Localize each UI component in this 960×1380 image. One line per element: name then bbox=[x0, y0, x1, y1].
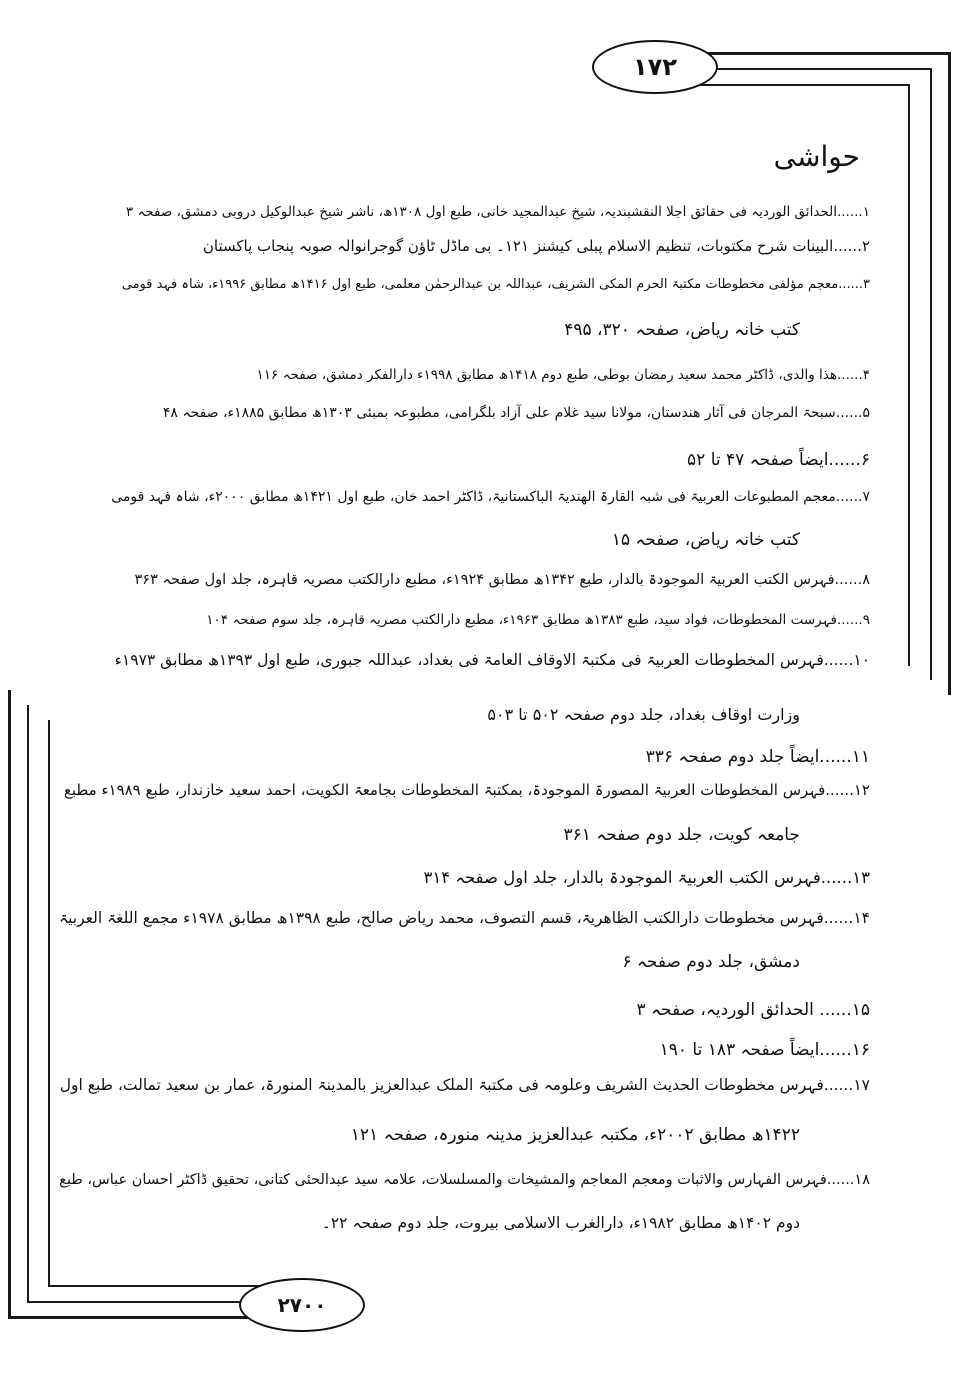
footnote-14: ۱۴......فہرس مخطوطات دارالکتب الظاھریۃ، قسم التصوف، محمد ریاض صالح، طبع ۱۳۹۸ھ مطابق ۱۹۷۸ء مجمع اللغۃ العربیۃ bbox=[59, 909, 870, 927]
header-page-number: ۱۷۲ bbox=[592, 40, 718, 94]
footnote-2: ۲......البینات شرح مکتوبات، تنظیم الاسلام پبلی کیشنز ۱۲۱۔ بی ماڈل ٹاؤن گوجرانوالہ صوبہ پنجاب پاکستان bbox=[202, 237, 870, 255]
footnote-6: ۶......ایضاً صفحہ ۴۷ تا ۵۲ bbox=[687, 450, 870, 470]
footer-page-number: ۲۷۰۰ bbox=[239, 1278, 365, 1332]
footnote-7-continuation: کتب خانہ ریاض، صفحہ ۱۵ bbox=[611, 530, 800, 550]
footnote-14-continuation: دمشق، جلد دوم صفحہ ۶ bbox=[622, 952, 800, 972]
footnote-18: ۱۸......فہرس الفہارس والاثبات ومعجم المعاجم والمشیخات والمسلسلات، علامہ سید عبدالحئی کتانی، تحقیق ڈاکٹر احسان عباس، طبع bbox=[59, 1172, 870, 1188]
footnote-12: ۱۲......فہرس المخطوطات العربیۃ المصورۃ الموجودۃ، بمکتبۃ المخطوطات بجامعۃ الکویت، احمد سعید خازندار، طبع ۱۹۸۹ء مطبع bbox=[63, 781, 870, 799]
footnote-7: ۷......معجم المطبوعات العربیۃ فی شبہ القارۃ الھندیۃ الباکستانیۃ، ڈاکٹر احمد خان، طبع اول ۱۴۲۱ھ مطابق ۲۰۰۰ء، شاہ فہد قومی bbox=[111, 489, 870, 505]
footnote-16: ۱۶......ایضاً صفحہ ۱۸۳ تا ۱۹۰ bbox=[659, 1040, 870, 1060]
section-title: حواشی bbox=[773, 140, 860, 173]
footnote-9: ۹......فہرست المخطوطات، فواد سید، طبع ۱۳۸۳ھ مطابق ۱۹۶۳ء، مطبع دارالکتب مصریہ قاہرہ، جلد سوم صفحہ ۱۰۴ bbox=[206, 612, 870, 628]
footnote-17: ۱۷......فہرس مخطوطات الحدیث الشریف وعلومہ فی مکتبۃ الملک عبدالعزیز بالمدینۃ المنورۃ، عمار بن سعید تمالت، طبع اول bbox=[59, 1076, 870, 1094]
footnote-1: ۱......الحدائق الوردیہ فی حقائق اجلا النقشبندیہ، شیخ عبدالمجید خانی، طبع اول ۱۳۰۸ھ، ناشر شیخ عبدالوکیل دروبی دمشق، صفحہ ۳ bbox=[125, 204, 870, 220]
footnote-8: ۸......فہرس الکتب العربیۃ الموجودۃ بالدار، طبع ۱۳۴۲ھ مطابق ۱۹۲۴ء، مطبع دارالکتب مصریہ قاہرہ، جلد اول صفحہ ۳۶۳ bbox=[134, 572, 870, 588]
footnote-13: ۱۳......فہرس الکتب العربیۃ الموجودۃ بالدار، جلد اول صفحہ ۳۱۴ bbox=[423, 868, 870, 887]
footnote-15: ۱۵...... الحدائق الوردیہ، صفحہ ۳ bbox=[636, 1000, 870, 1020]
footnote-3: ۳......معجم مؤلفی مخطوطات مکتبۃ الحرم المکی الشریف، عبداللہ بن عبدالرحمٰن معلمی، طبع اول ۱۴۱۶ھ مطابق ۱۹۹۶ء، شاہ فہد قومی bbox=[121, 277, 870, 292]
bottom-border-inner bbox=[48, 720, 260, 1287]
footnote-4: ۴......ھذا والدی، ڈاکٹر محمد سعید رمضان بوطی، طبع دوم ۱۴۱۸ھ مطابق ۱۹۹۸ء دارالفکر دمشق، صفحہ ۱۱۶ bbox=[256, 367, 870, 383]
footnote-10-continuation: وزارت اوقاف بغداد، جلد دوم صفحہ ۵۰۲ تا ۵۰۳ bbox=[487, 705, 800, 724]
footnote-12-continuation: جامعہ کویت، جلد دوم صفحہ ۳۶۱ bbox=[563, 825, 800, 845]
footnote-10: ۱۰......فہرس المخطوطات العربیۃ فی مکتبۃ الاوقاف العامۃ فی بغداد، عبداللہ جبوری، طبع اول ۱۳۹۳ھ مطابق ۱۹۷۳ء bbox=[114, 651, 870, 669]
footnote-3-continuation: کتب خانہ ریاض، صفحہ ۳۲۰، ۴۹۵ bbox=[564, 320, 800, 340]
footnote-11: ۱۱......ایضاً جلد دوم صفحہ ۳۳۶ bbox=[645, 747, 870, 767]
footnote-18-continuation: دوم ۱۴۰۲ھ مطابق ۱۹۸۲ء، دارالغرب الاسلامی بیروت، جلد دوم صفحہ ۲۲۔ bbox=[321, 1214, 800, 1232]
footnote-17-continuation: ۱۴۲۲ھ مطابق ۲۰۰۲ء، مکتبہ عبدالعزیز مدینہ منورہ، صفحہ ۱۲۱ bbox=[350, 1125, 800, 1145]
footnote-5: ۵......سبحۃ المرجان فی آثار ھندستان، مولانا سید غلام علی آزاد بلگرامی، مطبوعہ بمبئی ۱۳۰۳ھ مطابق ۱۸۸۵ء، صفحہ ۴۸ bbox=[162, 405, 870, 421]
